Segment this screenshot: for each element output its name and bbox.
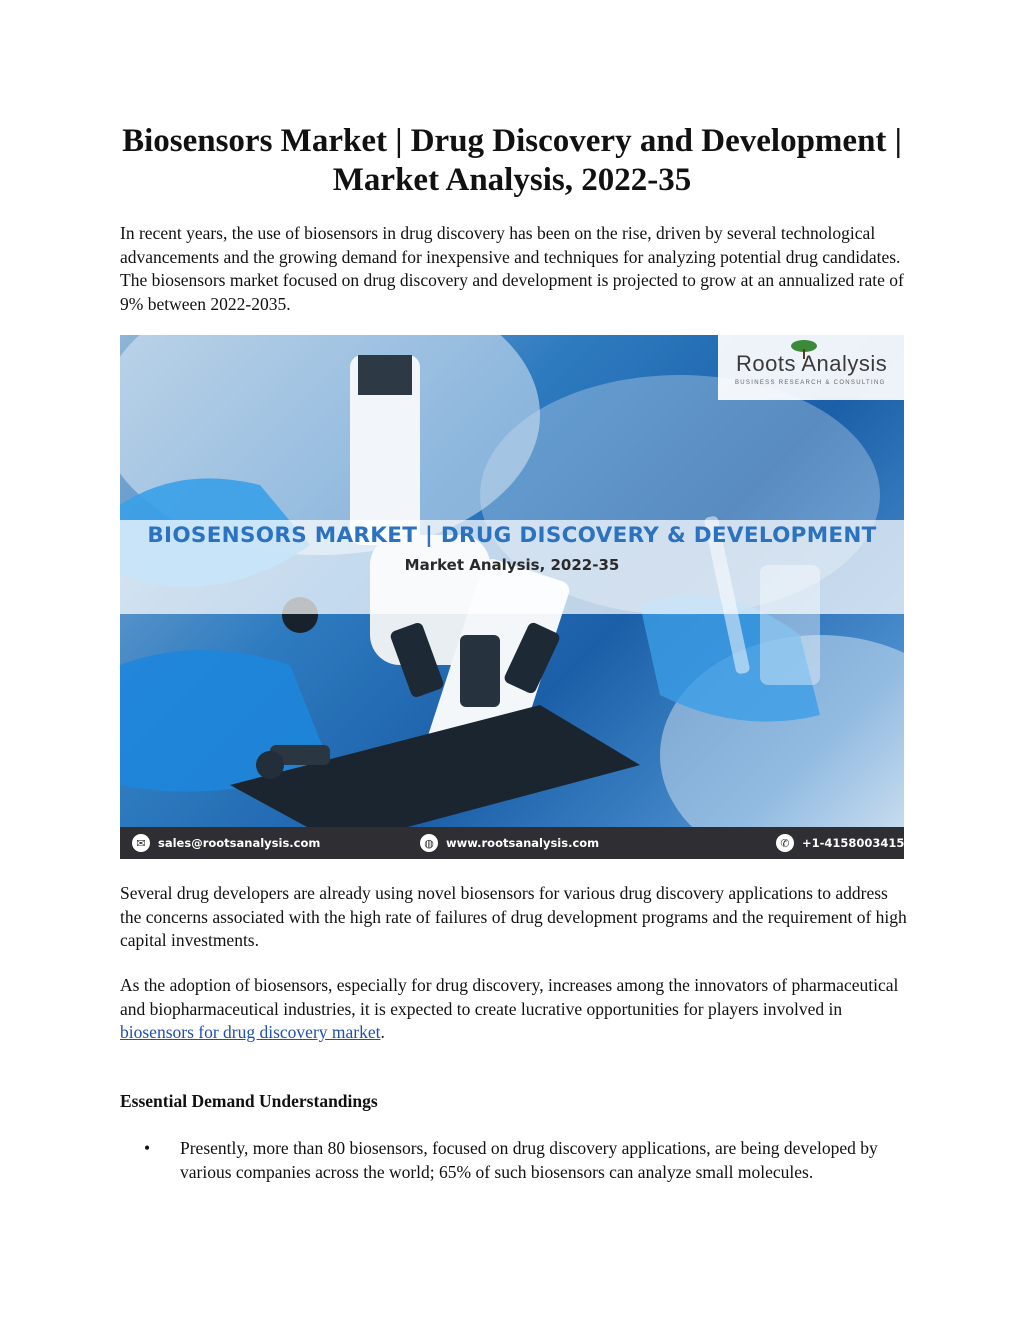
contact-website — [420, 834, 599, 852]
bullet-text: Presently, more than 80 biosensors, focused on drug discovery applications, are being developed by various companies across the world; 65% of such biosensors can analyze small molecules. — [180, 1138, 878, 1182]
contact-phone — [776, 834, 904, 852]
banner-image — [120, 335, 904, 859]
paragraph-two: Several drug developers are already using novel biosensors for various drug discovery applications to address the concerns associated with the high rate of failures of drug development programs and the requirement of high capital investments. — [120, 883, 907, 950]
banner-contact-bar — [120, 827, 904, 859]
paragraph-three-end: . — [380, 1022, 385, 1042]
globe-icon: ◍ — [420, 834, 438, 852]
phone-text: +1-4158003415 — [802, 836, 904, 850]
page-title: Biosensors Market | Drug Discovery and Development | Market Analysis, 2022-35 — [122, 123, 902, 198]
intro-paragraph: In recent years, the use of biosensors in drug discovery has been on the rise, driven by several technological advancements and the growing demand for inexpensive and techniques for analyzing potential drug candidates. The biosensors market focused on drug discovery and development is projected to grow at an annualized rate of 9% between 2022-2035. — [120, 223, 904, 314]
banner-subheading: Market Analysis, 2022-35 — [404, 556, 620, 574]
email-icon: ✉ — [132, 834, 150, 852]
section-heading: Essential Demand Understandings — [120, 1091, 378, 1111]
bullet-list — [120, 1137, 910, 1184]
company-logo — [718, 335, 904, 400]
website-text: www.rootsanalysis.com — [446, 836, 600, 850]
paragraph-three-text: As the adoption of biosensors, especially for drug discovery, increases among the innovators of pharmaceutical and biopharmaceutical industries, it is expected to create lucrative opportunities for players involved in — [120, 975, 899, 1019]
logo-tagline: BUSINESS RESEARCH & CONSULTING — [735, 380, 886, 386]
phone-icon: ✆ — [776, 834, 794, 852]
logo-name: Roots Analysis — [736, 351, 888, 376]
bullet-icon: • — [144, 1138, 151, 1158]
email-text: sales@rootsanalysis.com — [158, 836, 321, 850]
contact-email — [132, 834, 320, 852]
banner-heading: BIOSENSORS MARKET | DRUG DISCOVERY & DEVELOPMENT — [147, 523, 877, 548]
paragraph-three — [120, 974, 910, 1045]
list-item — [120, 1137, 910, 1184]
biosensors-market-link[interactable]: biosensors for drug discovery market — [120, 1022, 381, 1042]
